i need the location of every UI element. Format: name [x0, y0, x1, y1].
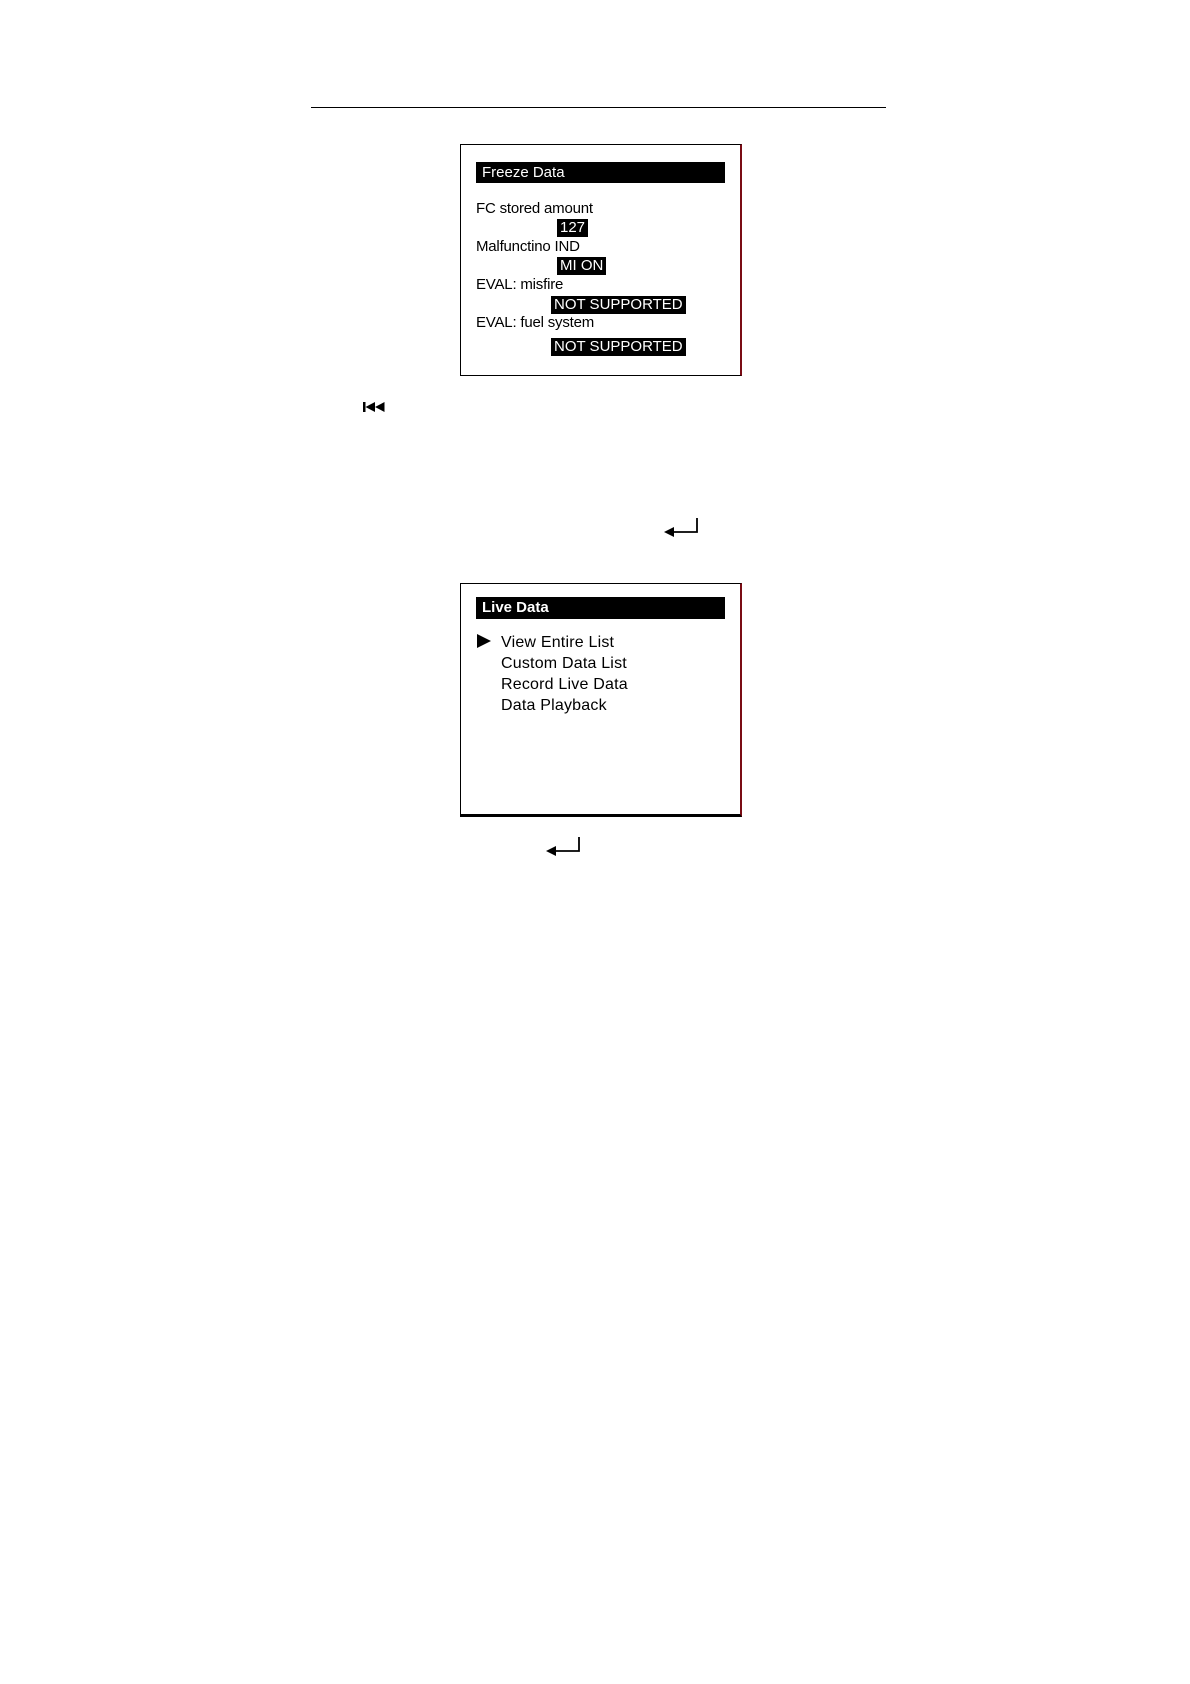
skip-back-icon	[362, 400, 388, 414]
malfunction-ind-value: MI ON	[557, 257, 606, 275]
live-data-title: Live Data	[476, 597, 725, 619]
menu-item-view-entire-list[interactable]: View Entire List	[501, 634, 615, 651]
malfunction-ind-label: Malfunctino IND	[476, 238, 580, 255]
eval-fuel-system-value: NOT SUPPORTED	[551, 338, 686, 356]
eval-misfire-value: NOT SUPPORTED	[551, 296, 686, 314]
eval-fuel-system-label: EVAL: fuel system	[476, 314, 595, 331]
menu-item-data-playback[interactable]: Data Playback	[501, 697, 607, 714]
freeze-data-screen	[460, 144, 742, 376]
eval-misfire-label: EVAL: misfire	[476, 276, 564, 293]
fc-stored-amount-value: 127	[557, 219, 588, 237]
enter-key-icon	[662, 517, 700, 539]
menu-item-record-live-data[interactable]: Record Live Data	[501, 676, 628, 693]
live-data-screen	[460, 583, 742, 817]
menu-cursor-icon	[477, 634, 491, 648]
freeze-data-title: Freeze Data	[476, 162, 725, 183]
menu-item-custom-data-list[interactable]: Custom Data List	[501, 655, 627, 672]
enter-key-icon	[544, 836, 582, 858]
fc-stored-amount-label: FC stored amount	[476, 200, 593, 217]
header-rule	[311, 107, 886, 108]
